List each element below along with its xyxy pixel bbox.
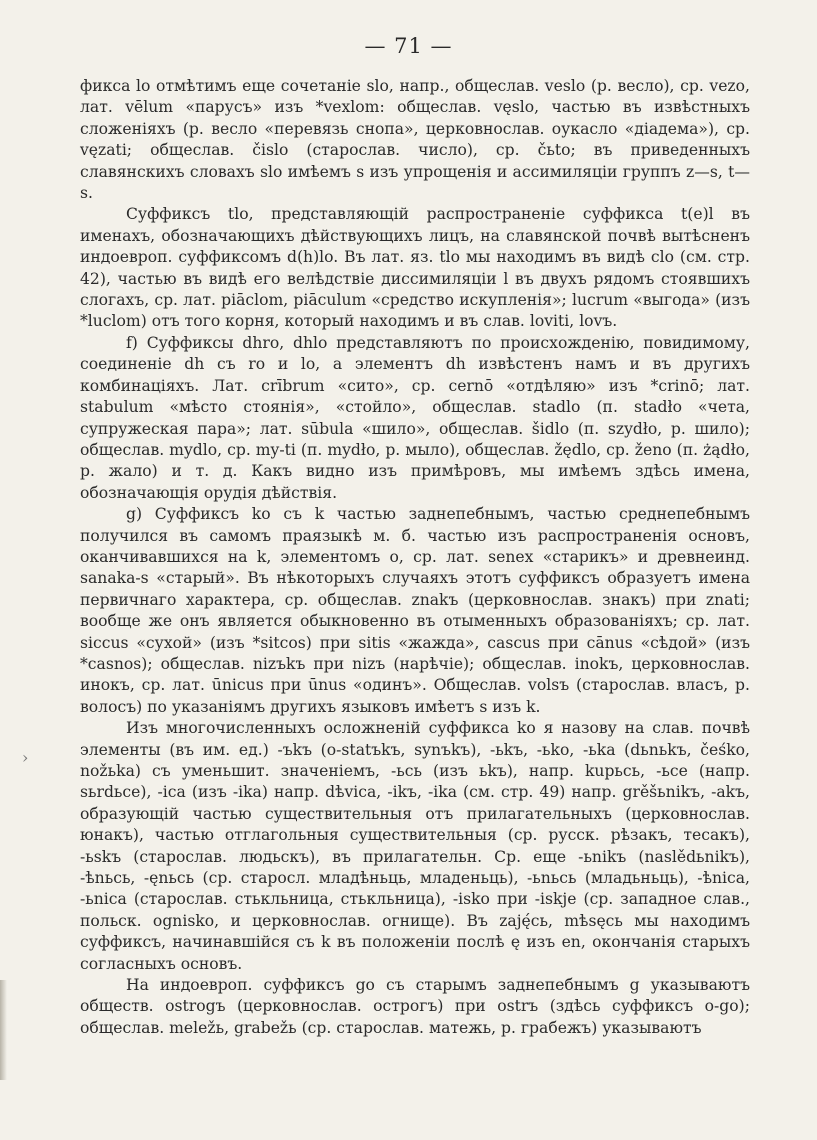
paragraph: f) Суффиксы dhro, dhlo представляютъ по происхожденію, повидимому, соединеніе dh съ ro и lo, а элементъ dh извѣстенъ намъ и въ другихъ комбинаціяхъ. Лат. crībrum «сито», ср. cernō «отдѣляю» изъ *crinō; лат. stabulum «мѣсто стоянія», «стойло», общеслав. stadlo (п. stadło «чета, супружеская пара»; лат. sūbula «шило», общеслав. šidlo (п. szydło, р. шило); общеслав. mydlo, ср. my-ti (п. mydło, р. мыло), общеслав. žędlo, ср. ženo (п. żądło, р. жало) и т. д. Какъ видно изъ примѣровъ, мы имѣемъ здѣсь имена, обозначающія орудія дѣйствія. bbox=[80, 333, 750, 502]
page-number: — 71 — bbox=[364, 34, 453, 58]
paragraph: g) Суффиксъ ko съ k частью заднепебнымъ, частью среднепебнымъ получился въ самомъ праязыкѣ м. б. частью изъ распространенія основъ, оканчивавшихся на k, элементомъ o, ср. лат. senex «старикъ» и древнеинд. sanaka-s «старый». Въ нѣкоторыхъ случаяхъ этотъ суффиксъ образуетъ имена первичнаго характера, ср. общеслав. znakъ (церковнослав. знакъ) при znati; вообще же онъ является обыкновенно въ отыменныхъ образованіяхъ; ср. лат. siccus «сухой» (изъ *sitcos) при sitis «жажда», cascus при cānus «сѣдой» (изъ *casnos); общеслав. nizъkъ при nizъ (нарѣчіе); общеслав. inokъ, церковнослав. инокъ, ср. лат. ūnicus при ūnus «одинъ». Общеслав. volsъ (старослав. власъ, р. волосъ) по указаніямъ другихъ языковъ имѣетъ s изъ k. bbox=[80, 505, 750, 716]
binding-shadow bbox=[0, 980, 7, 1080]
paragraph: Суффиксъ tlo, представляющій распространеніе суффикса t(e)l въ именахъ, обозначающихъ дѣйствующихъ лицъ, на славянской почвѣ вытѣсненъ индоевроп. суффиксомъ d(h)lo. Въ лат. яз. tlo мы находимъ въ видѣ clo (см. стр. 42), частью въ видѣ его велѣдствіе диссимиляціи l въ двухъ рядомъ стоявшихъ слогахъ, ср. лат. piāclom, piāculum «средство искупленія»; lucrum «выгода» (изъ *luclom) отъ того корня, который находимъ и въ слав. loviti, lovъ. bbox=[80, 205, 750, 331]
text-body bbox=[80, 76, 750, 1039]
paragraph: фикса lo отмѣтимъ еще сочетаніе slo, напр., общеслав. veslo (р. весло), ср. vezo, лат. vēlum «парусъ» изъ *vexlom: общеслав. vęslo, частью въ извѣстныхъ сложеніяхъ (р. весло «перевязь снопа», церковнослав. оукасло «діадема»), ср. vęzati; общеслав. čislo (старослав. число), ср. čьto; въ приведенныхъ славянскихъ словахъ slo имѣемъ s изъ упрощенія и ассимиляціи группъ z—s, t—s. bbox=[80, 77, 750, 203]
paragraph: На индоевроп. суффиксъ go съ старымъ заднепебнымъ g указываютъ обществ. ostrogъ (церковнослав. острогъ) при ostrъ (здѣсь суффиксъ o-go); общеслав. meležь, grabežь (ср. старослав. матежь, р. грабежъ) указываютъ bbox=[80, 976, 750, 1037]
paragraph: Изъ многочисленныхъ осложненій суффикса ko я назову на слав. почвѣ элементы (въ им. ед.) -ъkъ (o-statъkъ, synъkъ), -ьkъ, -ьko, -ьka (dьnьkъ, čeśko, nožьka) съ уменьшит. значеніемъ, -ьcь (изъ ьkъ), напр. kupьcь, -ьce (напр. sьrdьce), -ica (изъ -ika) напр. dѣvica, -ikъ, -ika (см. стр. 49) напр. grěšьnikъ, -akъ, образующій частью существительныя отъ прилагательныхъ (церковнослав. юнакъ), частью отглагольныя существительныя (ср. русск. рѣзакъ, тесакъ), -ьskъ (старослав. людьскъ), въ прилагательн. Ср. еще -ьnikъ (naslědьnikъ), -ѣnьcь, -ęnьcь (ср. старосл. младѣньць, младеньць), -ьnьcь (младьньць), -ѣnica, -ьnica (старослав. стькльница, стькльница), -isko при -iskje (ср. западное слав., польск. ognisko, и церковнослав. огнище). Въ zaję́cь, mѣsęcь мы находимъ суффиксъ, начинавшійся съ k въ положеніи послѣ ę изъ en, окончанія старыхъ согласныхъ основъ. bbox=[80, 719, 750, 973]
margin-arrow-icon: › bbox=[22, 748, 29, 767]
